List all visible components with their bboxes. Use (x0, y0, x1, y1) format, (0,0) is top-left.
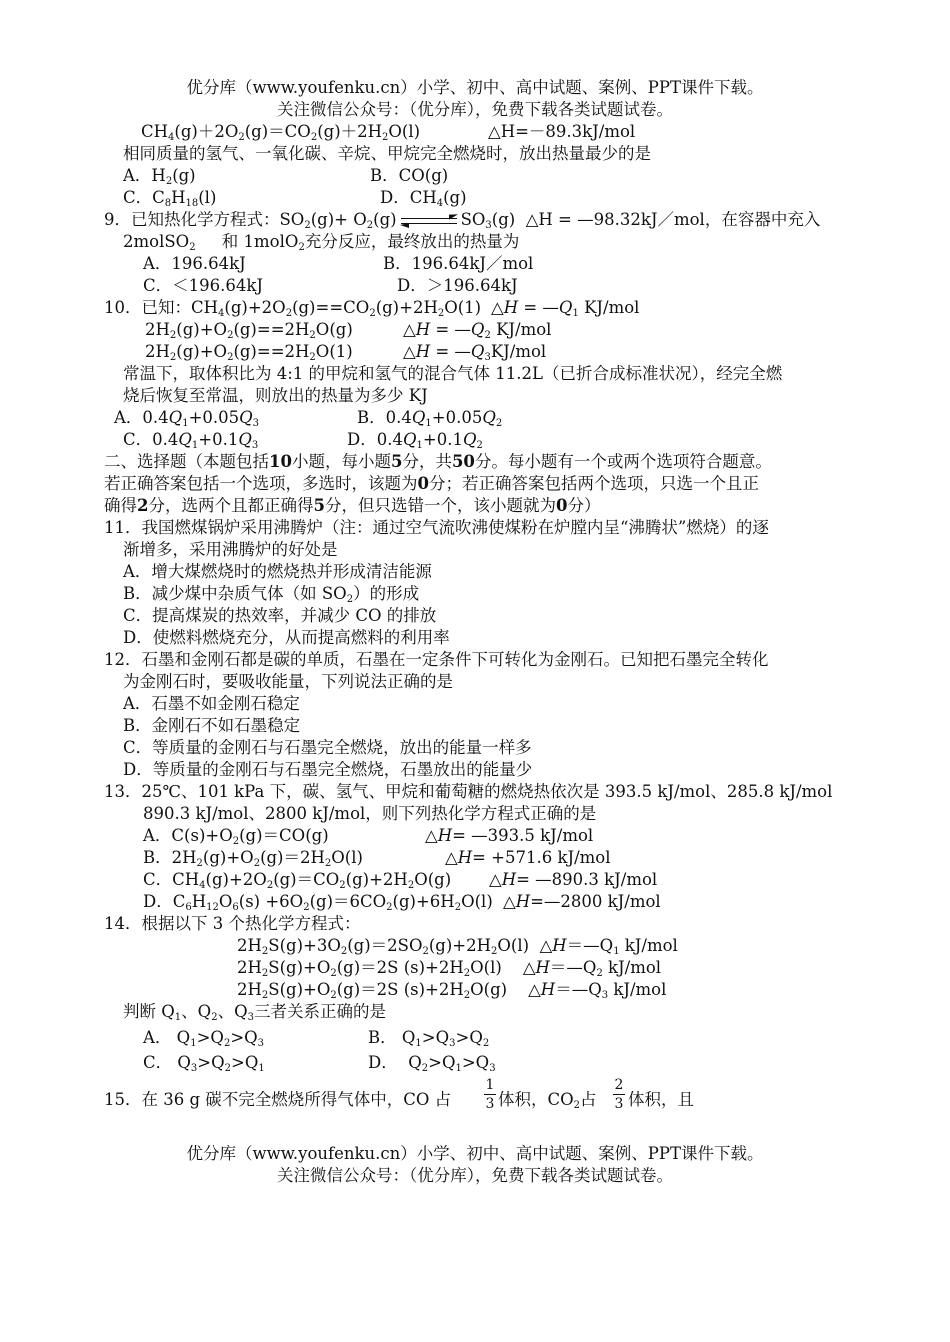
q14-equation-3: $2H_2S(g)+O_2(g)=2S$ $(s)+2H_2O(g)$ $\triangle H=—Q_3$ kJ/mol (237, 980, 667, 1001)
q11-line-1: 11．我国燃煤锅炉采用沸腾炉（注：通过空气流吹沸使煤粉在炉膛内呈“沸腾状”燃烧）的逐 (104, 518, 769, 537)
q13-option-b: B．$2H_2(g)+O_2(g)=2H_2O(l)$ (143, 848, 363, 869)
q9-option-c: C．＜196.64kJ (143, 276, 263, 295)
q10-option-b: B．$0.4Q_1+0.05Q_2$ (357, 408, 503, 429)
q8-option-a: A．$H_2(g)$ (123, 166, 196, 187)
q14-judge: 判断 $Q_1$、$Q_2$、$Q_3$三者关系正确的是 (123, 1002, 386, 1023)
q11-option-a: A．增大煤燃烧时的燃烧热并形成清洁能源 (123, 562, 432, 581)
q11-line-2: 渐增多，采用沸腾炉的好处是 (123, 540, 338, 559)
q8-option-d: D．$CH_4(g)$ (380, 188, 467, 209)
q14-option-d: D． $Q_2>Q_1>Q_3$ (368, 1053, 496, 1074)
footer-line-2: 关注微信公众号：（优分库），免费下载各类试题试卷。 (277, 1166, 673, 1185)
q10-equation-1: 10．已知：$CH_4(g)+2O_2(g)==CO_2(g)+2H_2O(1)$ (104, 298, 482, 319)
q12-option-c: C．等质量的金刚石与石墨完全燃烧，放出的能量一样多 (123, 738, 532, 757)
q12-option-d: D．等质量的金刚石与石墨完全燃烧，石墨放出的能量少 (123, 760, 533, 779)
q12-option-b: B．金刚石不如石墨稳定 (123, 716, 301, 735)
q10-delta-h-3: △H = $—Q_3KJ$/mol (403, 342, 547, 363)
q13-line-1: 13．25℃、101 kPa 下，碳、氢气、甲烷和葡萄糖的燃烧热依次是 393.5 kJ/mol、285.8 kJ/mol (104, 782, 833, 801)
q10-option-d: D．$0.4Q_1+0.1Q_2$ (347, 430, 483, 451)
q14-option-c: C． $Q_3>Q_2>Q_1$ (143, 1053, 265, 1074)
q13-line-2: 890.3 kJ/mol、2800 kJ/mol，则下列热化学方程式正确的是 (143, 804, 597, 823)
q15-fraction-two-thirds: 2 3 (614, 1077, 624, 1112)
q13-option-d: D．$C_6H_{12}O_6(s) +6O_2(g)=6CO_2(g)+6H_2O(l)$ (143, 892, 493, 913)
section-2-title: 二、选择题（本题包括10小题，每小题5分，共50分。每小题有一个或两个选项符合题意。 (104, 452, 772, 471)
q8-option-c: C．$C_8H_{18}(l)$ (123, 188, 217, 209)
q13-option-a: A．$C(s)+O_2(g)=CO(g)$ (143, 826, 329, 847)
footer-line-1: 优分库（www.youfenku.cn）小学、初中、高中试题、案例、PPT课件下载。 (186, 1144, 764, 1163)
section-2-line-2: 若正确答案包括一个选项，多选时，该题为0分；若正确答案包括两个选项，只选一个且正 (104, 474, 759, 493)
q10-equation-2: $2H_2(g)+O_2(g)==2H_2O(g)$ (145, 320, 353, 341)
q13-option-a-delta-h: △H= —393.5 kJ/mol (425, 826, 594, 845)
section-2-line-3: 确得2分，选两个且都正确得5分，但只选错一个，该小题就为0分） (104, 496, 601, 515)
q14-equation-1: $2H_2S(g)+3O_2(g)=2SO_2(g)+2H_2O(l)$ $\triangle H=—Q_1$ kJ/mol (237, 936, 678, 957)
q15-text-d: 体积，且 (628, 1090, 694, 1109)
q11-option-b: B．减少煤中杂质气体（如 $SO_2$）的形成 (123, 584, 420, 605)
q14-equation-2: $2H_2S(g)+O_2(g)=2S$ $(s)+2H_2O(l)$ $\triangle H=—Q_2$ kJ/mol (237, 958, 662, 979)
q12-option-a: A．石墨不如金刚石稳定 (123, 694, 300, 713)
q14-option-b: B． $Q_1>Q_3>Q_2$ (368, 1028, 490, 1049)
q9-option-b: B．196.64kJ／mol (383, 254, 534, 273)
q15-text-a: 15．在 36 g 碳不完全燃烧所得气体中，CO 占 (104, 1090, 452, 1109)
q10-text-1: 常温下，取体积比为 4:1 的甲烷和氢气的混合气体 11.2L（已折合成标准状况），经完全燃 (123, 364, 783, 383)
header-line-2: 关注微信公众号：（优分库），免费下载各类试题试卷。 (277, 100, 673, 119)
q9-line-2: 2molSO$_2$ 和 1molO$_2$充分反应，最终放出的热量为 (123, 232, 520, 253)
q10-text-2: 烧后恢复至常温，则放出的热量为多少 KJ (123, 386, 428, 405)
q8-stem: 相同质量的氢气、一氧化碳、辛烷、甲烷完全燃烧时，放出热量最少的是 (123, 144, 651, 163)
q10-delta-h-1: △H = $—Q_1$ KJ/mol (491, 298, 640, 319)
q8-delta-h: △H=－89.3kJ/mol (488, 122, 636, 141)
q13-option-c: C．$CH_4(g)+2O_2(g)=CO_2(g)+2H_2O(g)$ (143, 870, 452, 891)
q10-delta-h-2: △H = $—Q_2$ KJ/mol (403, 320, 552, 341)
q13-option-d-delta-h: △H=—2800 kJ/mol (503, 892, 661, 911)
header-line-1: 优分库（www.youfenku.cn）小学、初中、高中试题、案例、PPT课件下载。 (186, 78, 764, 97)
q10-option-a: A．$0.4Q_1+0.05Q_3$ (114, 408, 260, 429)
q13-option-c-delta-h: △H= —890.3 kJ/mol (489, 870, 658, 889)
q10-option-c: C．$0.4Q_1+0.1Q_3$ (123, 430, 259, 451)
q14-option-a: A． $Q_1>Q_2>Q_3$ (143, 1028, 265, 1049)
q13-option-b-delta-h: △H= +571.6 kJ/mol (445, 848, 611, 867)
q15-fraction-one-third: 1 3 (485, 1077, 495, 1112)
q15-text-b: 体积，$CO_2$占 (498, 1090, 597, 1111)
q12-line-2: 为金刚石时，要吸收能量，下列说法正确的是 (123, 672, 453, 691)
q11-option-d: D．使燃料燃烧充分，从而提高燃料的利用率 (123, 628, 450, 647)
q9-option-d: D．＞196.64kJ (397, 276, 518, 295)
q14-line-1: 14．根据以下 3 个热化学方程式： (104, 914, 361, 933)
q9-line-1: 9．已知热化学方程式：$SO_2(g)+ O_2(g)$ $SO_3(g)$ △H = —98.32kJ／mol，在容器中充入 (104, 210, 821, 231)
q12-line-1: 12．石墨和金刚石都是碳的单质，石墨在一定条件下可转化为金刚石。已知把石墨完全转化 (104, 650, 769, 669)
q8-option-b: B．CO(g) (370, 166, 449, 185)
q9-option-a: A．196.64kJ (143, 254, 246, 273)
q10-equation-3: $2H_2(g)+O_2(g)==2H_2O(1)$ (145, 342, 353, 363)
equilibrium-arrow-icon (401, 214, 457, 228)
q8-equation: $CH_4(g)+2O_2(g)=CO_2(g)+2H_2O(l)$ (141, 122, 421, 143)
q11-option-c: C．提高煤炭的热效率，并减少 CO 的排放 (123, 606, 437, 625)
